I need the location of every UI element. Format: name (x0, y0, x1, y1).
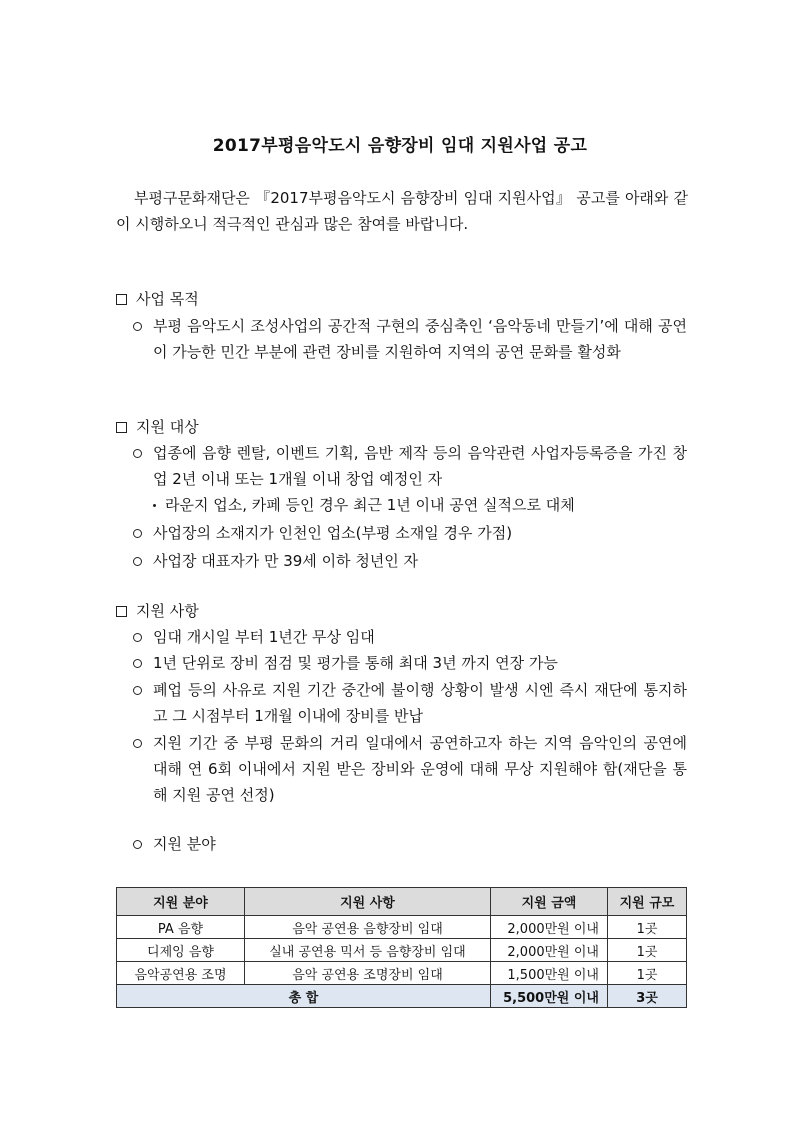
table-header-row (117, 888, 687, 916)
section-heading-target (116, 416, 199, 438)
list-item-text: 지원 기간 중 부평 문화의 거리 일대에서 공연하고자 하는 지역 음악인의 공연에 대해 연 6회 이내에서 지원 받은 장비와 운영에 대해 무상 지원해야 함(재단을 통해 지원 공연 선정) (153, 734, 687, 804)
table-cell: 1곳 (608, 962, 687, 985)
total-amount: 5,500만원 이내 (491, 985, 608, 1008)
table-cell: PA 음향 (117, 916, 245, 939)
sub-item (153, 492, 575, 518)
circle-bullet-icon (133, 633, 142, 642)
table-cell: 실내 공연용 믹서 등 음향장비 임대 (245, 939, 491, 962)
column-header: 지원 분야 (117, 888, 245, 916)
circle-bullet-icon (133, 529, 142, 538)
table-row (117, 916, 687, 939)
list-item (133, 313, 687, 365)
square-bullet-icon (116, 606, 127, 617)
column-header: 지원 사항 (245, 888, 491, 916)
table-cell: 2,000만원 이내 (491, 939, 608, 962)
total-scale: 3곳 (608, 985, 687, 1008)
list-item (133, 677, 687, 729)
table-total-row (117, 985, 687, 1008)
list-item-text: 1년 단위로 장비 점검 및 평가를 통해 최대 3년 까지 연장 가능 (153, 654, 558, 672)
list-item-text: 업종에 음향 렌탈, 이벤트 기획, 음반 제작 등의 음악관련 사업자등록증을 가진 창업 2년 이내 또는 1개월 이내 창업 예정인 자 (153, 444, 687, 488)
table-row (117, 939, 687, 962)
circle-bullet-icon (133, 322, 142, 331)
page-title: 2017부평음악도시 음향장비 임대 지원사업 공고 (212, 136, 588, 156)
section-heading-purpose (116, 288, 199, 310)
list-item (133, 624, 687, 650)
total-label: 총 합 (117, 985, 491, 1008)
intro-paragraph: 부평구문화재단은 『2017부평음악도시 음향장비 임대 지원사업』 공고를 아래와 같이 시행하오니 적극적인 관심과 많은 참여를 바랍니다. (116, 189, 688, 233)
circle-bullet-icon (133, 557, 142, 566)
list-item (133, 650, 687, 676)
list-item (133, 548, 687, 574)
table-cell: 음악 공연용 음향장비 임대 (245, 916, 491, 939)
circle-bullet-icon (133, 739, 142, 748)
table-cell: 1,500만원 이내 (491, 962, 608, 985)
circle-bullet-icon (133, 686, 142, 695)
list-item (133, 440, 687, 492)
column-header: 지원 금액 (491, 888, 608, 916)
section-heading-details (116, 600, 199, 622)
table-row (117, 962, 687, 985)
table-cell: 1곳 (608, 939, 687, 962)
section-heading-label: 사업 목적 (136, 290, 199, 308)
support-table (116, 887, 687, 1008)
column-header: 지원 규모 (608, 888, 687, 916)
table-cell: 1곳 (608, 916, 687, 939)
table-cell: 디제잉 음향 (117, 939, 245, 962)
list-item (133, 831, 687, 857)
section-heading-label: 지원 대상 (136, 418, 199, 436)
list-item-text: 지원 분야 (153, 835, 216, 853)
circle-bullet-icon (133, 659, 142, 668)
list-item-text: 부평 음악도시 조성사업의 공간적 구현의 중심축인 ‘음악동네 만들기’에 대해 공연이 가능한 민간 부분에 관련 장비를 지원하여 지역의 공연 문화를 활성화 (153, 317, 687, 361)
circle-bullet-icon (133, 840, 142, 849)
list-item-text: 임대 개시일 부터 1년간 무상 임대 (153, 628, 375, 646)
square-bullet-icon (116, 422, 127, 433)
square-bullet-icon (116, 294, 127, 305)
table-cell: 2,000만원 이내 (491, 916, 608, 939)
dot-bullet-icon (153, 504, 156, 507)
list-item (133, 730, 687, 808)
circle-bullet-icon (133, 449, 142, 458)
list-item-text: 사업장 대표자가 만 39세 이하 청년인 자 (153, 552, 419, 570)
list-item-text: 폐업 등의 사유로 지원 기간 중간에 불이행 상황이 발생 시엔 즉시 재단에 통지하고 그 시점부터 1개월 이내에 장비를 반납 (153, 681, 687, 725)
section-heading-label: 지원 사항 (136, 602, 199, 620)
sub-item-text: 라운지 업소, 카페 등인 경우 최근 1년 이내 공연 실적으로 대체 (165, 496, 575, 514)
table-cell: 음악 공연용 조명장비 임대 (245, 962, 491, 985)
table-cell: 음악공연용 조명 (117, 962, 245, 985)
list-item (133, 520, 687, 546)
list-item-text: 사업장의 소재지가 인천인 업소(부평 소재일 경우 가점) (153, 524, 513, 542)
